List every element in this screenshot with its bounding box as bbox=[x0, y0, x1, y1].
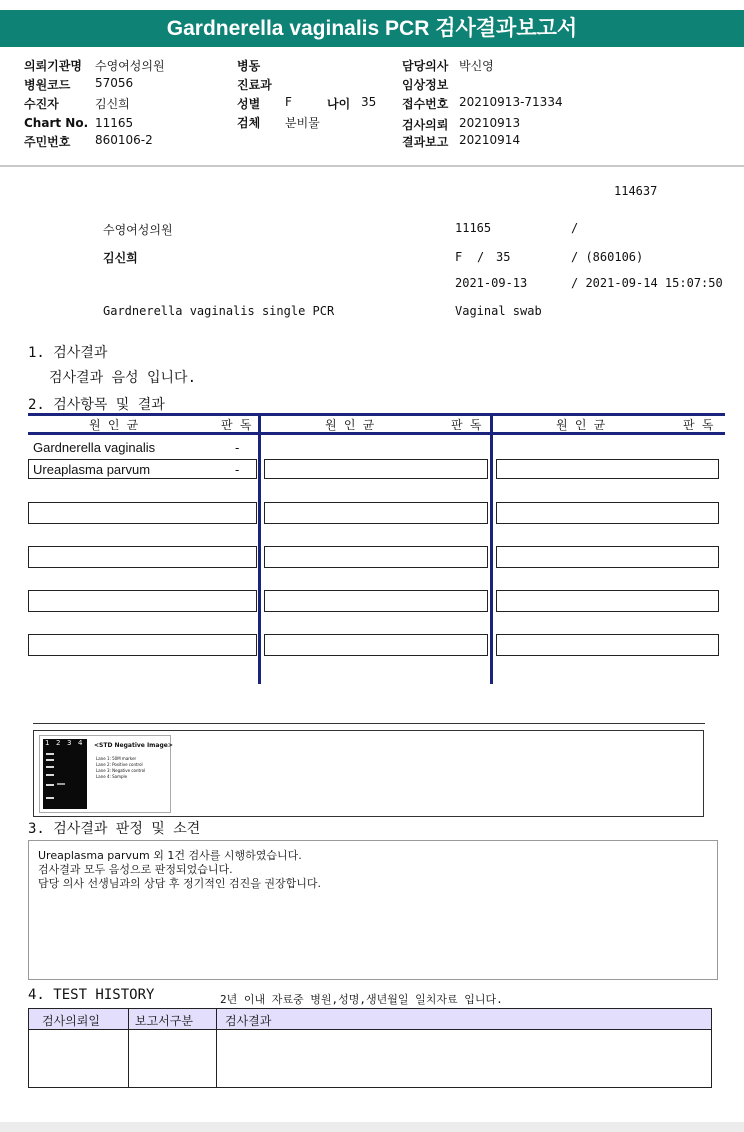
label-requesting-institution: 의뢰기관명 bbox=[24, 59, 82, 73]
result-organism-2: Ureaplasma parvum bbox=[33, 462, 151, 477]
table-divider-1 bbox=[258, 413, 261, 684]
table-divider-2 bbox=[490, 413, 493, 684]
col-header-organism-3: 원 인 균 bbox=[556, 418, 606, 432]
history-col-report-type: 보고서구분 bbox=[135, 1014, 193, 1028]
value-sex: F bbox=[285, 95, 292, 109]
result-row-box bbox=[496, 590, 719, 612]
gel-lane-4: 4 bbox=[78, 739, 83, 747]
result-row-box bbox=[28, 634, 257, 656]
result-reading-2: - bbox=[235, 462, 240, 477]
report-patient: 김신희 bbox=[103, 251, 138, 265]
result-row-box bbox=[28, 546, 257, 568]
col-header-reading-1: 판 독 bbox=[221, 418, 252, 432]
result-row-box bbox=[264, 590, 488, 612]
history-note: 2년 이내 자료중 병원,성명,생년월일 일치자료 입니다. bbox=[220, 993, 503, 1006]
image-separator bbox=[33, 723, 705, 724]
report-date-requested: 2021-09-13 bbox=[455, 276, 528, 290]
report-title: Gardnerella vaginalis PCR 검사결과보고서 bbox=[0, 10, 744, 47]
gel-lanes bbox=[43, 739, 87, 809]
label-age: 나이 bbox=[327, 97, 351, 111]
label-receipt-number: 접수번호 bbox=[402, 97, 449, 111]
opinion-line-3: 담당 의사 선생님과의 상담 후 정기적인 검진을 권장합니다. bbox=[38, 877, 321, 890]
col-header-organism-1: 원 인 균 bbox=[89, 418, 139, 432]
opinion-line-1: Ureaplasma parvum 외 1건 검사를 시행하였습니다. bbox=[38, 849, 302, 862]
section2-title: 2. 검사항목 및 결과 bbox=[28, 397, 165, 413]
col-header-organism-2: 원 인 균 bbox=[325, 418, 375, 432]
value-patient: 김신희 bbox=[95, 97, 130, 111]
col-header-reading-2: 판 독 bbox=[451, 418, 482, 432]
label-test-request: 검사의뢰 bbox=[402, 118, 449, 132]
result-row-box bbox=[264, 546, 488, 568]
value-receipt-number: 20210913-71334 bbox=[459, 95, 563, 109]
page-bottom-strip bbox=[0, 1122, 744, 1132]
gel-legend-3: Lane 3: Negative control bbox=[96, 768, 146, 773]
gel-legend-1: Lane 1: 50M marker bbox=[96, 756, 137, 761]
value-hospital-code: 57056 bbox=[95, 76, 134, 90]
result-row-box bbox=[496, 459, 719, 479]
report-id: 114637 bbox=[614, 184, 658, 198]
result-row-box bbox=[264, 459, 488, 479]
section1-result-text: 검사결과 음성 입니다. bbox=[49, 370, 197, 386]
label-ward: 병동 bbox=[237, 59, 261, 73]
report-date-reported: / 2021-09-14 15:07:50 bbox=[571, 276, 723, 290]
value-physician: 박신영 bbox=[459, 59, 494, 73]
label-resident-number: 주민번호 bbox=[24, 135, 71, 149]
label-patient: 수진자 bbox=[24, 97, 59, 111]
value-chart-no: 11165 bbox=[95, 116, 134, 130]
history-table-header bbox=[29, 1009, 711, 1030]
report-test-name: Gardnerella vaginalis single PCR bbox=[103, 304, 335, 318]
section3-title: 3. 검사결과 판정 및 소견 bbox=[28, 821, 201, 837]
value-test-request: 20210913 bbox=[459, 116, 521, 130]
report-clinic: 수영여성의원 bbox=[103, 223, 173, 237]
report-sex: F bbox=[455, 250, 463, 264]
result-row-box bbox=[264, 502, 488, 524]
history-col-divider-2 bbox=[216, 1009, 217, 1088]
label-clinical-info: 임상정보 bbox=[402, 78, 449, 92]
result-row-box bbox=[28, 502, 257, 524]
result-reading-1: - bbox=[235, 440, 240, 455]
gel-electrophoresis-image bbox=[39, 735, 171, 813]
history-col-result: 검사결과 bbox=[225, 1014, 272, 1028]
report-specimen: Vaginal swab bbox=[455, 304, 542, 318]
gel-caption: <STD Negative Image> bbox=[94, 742, 173, 749]
value-resident-number: 860106-2 bbox=[95, 133, 153, 147]
value-age: 35 bbox=[361, 95, 377, 109]
opinion-line-2: 검사결과 모두 음성으로 판정되었습니다. bbox=[38, 863, 233, 876]
result-row-box bbox=[496, 502, 719, 524]
label-hospital-code: 병원코드 bbox=[24, 78, 71, 92]
label-sex: 성별 bbox=[237, 97, 261, 111]
result-row-box bbox=[28, 590, 257, 612]
report-age: 35 bbox=[496, 250, 511, 264]
history-col-request-date: 검사의뢰일 bbox=[42, 1014, 100, 1028]
report-chart-separator: / bbox=[571, 221, 579, 235]
gel-lane-2: 2 bbox=[56, 739, 61, 747]
report-birth: / (860106) bbox=[571, 250, 644, 264]
label-physician: 담당의사 bbox=[402, 59, 449, 73]
value-result-report: 20210914 bbox=[459, 133, 521, 147]
value-requesting-institution: 수영여성의원 bbox=[95, 59, 165, 73]
result-row-box bbox=[264, 634, 488, 656]
label-specimen: 검체 bbox=[237, 116, 261, 130]
gel-lane-1: 1 bbox=[45, 739, 50, 747]
report-chart: 11165 bbox=[455, 221, 492, 235]
gel-legend-4: Lane 4: Sample bbox=[96, 774, 128, 779]
col-header-reading-3: 판 독 bbox=[683, 418, 714, 432]
report-sex-separator: / bbox=[477, 250, 485, 264]
result-row-box bbox=[496, 634, 719, 656]
label-result-report: 결과보고 bbox=[402, 135, 449, 149]
value-specimen: 분비물 bbox=[285, 116, 320, 130]
history-col-divider-1 bbox=[128, 1009, 129, 1088]
label-chart-no: Chart No. bbox=[24, 116, 89, 130]
section4-title: 4. TEST HISTORY bbox=[28, 987, 155, 1003]
section1-title: 1. 검사결과 bbox=[28, 345, 108, 361]
gel-lane-3: 3 bbox=[67, 739, 72, 747]
result-organism-1: Gardnerella vaginalis bbox=[33, 440, 156, 455]
label-department: 진료과 bbox=[237, 78, 272, 92]
gel-legend-2: Lane 2: Positive control bbox=[96, 762, 143, 767]
result-row-box bbox=[496, 546, 719, 568]
